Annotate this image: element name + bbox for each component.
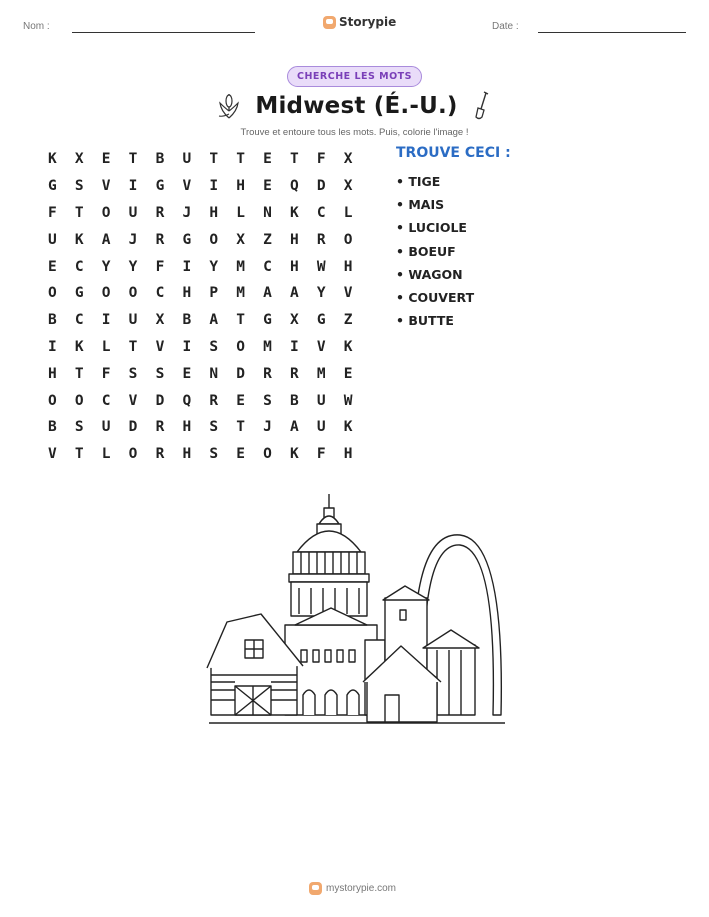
grid-letter[interactable]: O	[101, 285, 111, 302]
grid-row	[48, 414, 371, 441]
grid-letter[interactable]: E	[343, 365, 353, 382]
grid-letter[interactable]: R	[316, 231, 326, 248]
grid-letter[interactable]: E	[101, 151, 111, 168]
grid-letter[interactable]: R	[290, 365, 299, 382]
grid-letter[interactable]: W	[343, 392, 353, 409]
grid-letter[interactable]: Y	[316, 285, 326, 302]
grid-letter[interactable]: R	[155, 204, 165, 221]
grid-letter[interactable]: M	[236, 258, 245, 275]
grid-letter[interactable]: V	[48, 446, 57, 463]
grid-letter[interactable]: I	[182, 258, 192, 275]
grid-letter[interactable]: I	[101, 312, 111, 329]
grid-letter[interactable]: O	[128, 446, 138, 463]
grid-letter[interactable]: E	[182, 365, 192, 382]
grid-letter[interactable]: Y	[128, 258, 138, 275]
grid-letter[interactable]: C	[74, 312, 84, 329]
grid-letter[interactable]: S	[128, 365, 138, 382]
grid-letter[interactable]: U	[316, 419, 326, 436]
grid-letter[interactable]: D	[128, 419, 138, 436]
grid-letter[interactable]: G	[263, 312, 272, 329]
brand-logo	[323, 15, 396, 29]
grid-letter[interactable]: Q	[290, 178, 299, 195]
grid-row	[48, 360, 371, 387]
grid-letter[interactable]: K	[290, 204, 299, 221]
grid-letter[interactable]: Q	[182, 392, 192, 409]
grid-letter[interactable]: H	[290, 258, 299, 275]
word-list-items	[396, 170, 511, 332]
grid-letter[interactable]: L	[236, 204, 245, 221]
grid-letter[interactable]: C	[74, 258, 84, 275]
grid-letter[interactable]: B	[182, 312, 192, 329]
grid-row	[48, 307, 371, 334]
grid-letter[interactable]: F	[155, 258, 165, 275]
grid-letter[interactable]: F	[48, 204, 57, 221]
word-search-grid[interactable]	[48, 146, 371, 468]
grid-letter[interactable]: R	[263, 365, 272, 382]
grid-letter[interactable]: W	[316, 258, 326, 275]
grid-letter[interactable]: D	[236, 365, 245, 382]
instructions: Trouve et entoure tous les mots. Puis, colorie l'image !	[240, 127, 469, 138]
grid-letter[interactable]: A	[290, 285, 299, 302]
grid-letter[interactable]: C	[155, 285, 165, 302]
grid-letter[interactable]: S	[209, 419, 219, 436]
illustration-midwest-landmarks	[205, 490, 510, 730]
grid-letter[interactable]: Z	[263, 231, 272, 248]
grid-letter[interactable]: U	[316, 392, 326, 409]
word-list-item: • WAGON	[396, 266, 463, 282]
grid-letter[interactable]: K	[74, 231, 84, 248]
grid-row	[48, 146, 371, 173]
grid-letter[interactable]: O	[48, 285, 57, 302]
grid-letter[interactable]: G	[155, 178, 165, 195]
grid-letter[interactable]: H	[290, 231, 299, 248]
name-field[interactable]	[72, 32, 255, 33]
grid-letter[interactable]: N	[263, 204, 272, 221]
grid-letter[interactable]: I	[48, 338, 57, 355]
grid-letter[interactable]: L	[101, 446, 111, 463]
grid-row	[48, 253, 371, 280]
brand-name: Storypie	[339, 15, 397, 29]
grid-letter[interactable]: S	[209, 338, 219, 355]
grid-letter[interactable]: J	[263, 419, 272, 436]
grid-letter[interactable]: C	[101, 392, 111, 409]
grid-letter[interactable]: H	[182, 419, 192, 436]
grid-letter[interactable]: T	[236, 312, 245, 329]
grid-row	[48, 173, 371, 200]
grid-letter[interactable]: V	[155, 338, 165, 355]
footer	[309, 882, 396, 895]
grid-letter[interactable]: O	[236, 338, 245, 355]
grid-letter[interactable]: M	[316, 365, 326, 382]
grid-letter[interactable]: B	[290, 392, 299, 409]
grid-letter[interactable]: H	[236, 178, 245, 195]
grid-letter[interactable]: H	[209, 204, 219, 221]
grid-letter[interactable]: G	[48, 178, 57, 195]
grid-letter[interactable]: X	[343, 178, 353, 195]
grid-letter[interactable]: H	[343, 446, 353, 463]
grid-letter[interactable]: O	[101, 204, 111, 221]
grid-letter[interactable]: F	[316, 446, 326, 463]
grid-letter[interactable]: I	[182, 338, 192, 355]
grid-letter[interactable]: E	[236, 446, 245, 463]
grid-letter[interactable]: L	[343, 204, 353, 221]
grid-letter[interactable]: J	[128, 231, 138, 248]
grid-letter[interactable]: X	[155, 312, 165, 329]
footer-url[interactable]: mystorypie.com	[326, 883, 397, 894]
grid-letter[interactable]: T	[290, 151, 299, 168]
grid-letter[interactable]: T	[74, 446, 84, 463]
grid-letter[interactable]: Y	[101, 258, 111, 275]
grid-letter[interactable]: D	[155, 392, 165, 409]
grid-letter[interactable]: U	[182, 151, 192, 168]
grid-letter[interactable]: V	[182, 178, 192, 195]
grid-letter[interactable]: M	[236, 285, 245, 302]
grid-letter[interactable]: K	[290, 446, 299, 463]
grid-row	[48, 334, 371, 361]
grid-letter[interactable]: T	[209, 151, 219, 168]
grid-letter[interactable]: A	[263, 285, 272, 302]
word-list-heading: TROUVE CECI :	[396, 145, 511, 161]
grid-letter[interactable]: V	[128, 392, 138, 409]
grid-letter[interactable]: S	[209, 446, 219, 463]
grid-letter[interactable]: R	[209, 392, 219, 409]
grid-letter[interactable]: V	[343, 285, 353, 302]
grid-letter[interactable]: K	[343, 338, 353, 355]
grid-letter[interactable]: Z	[343, 312, 353, 329]
badge-wrap	[0, 66, 709, 87]
grid-letter[interactable]: K	[74, 338, 84, 355]
grid-letter[interactable]: G	[182, 231, 192, 248]
grid-letter[interactable]: E	[236, 392, 245, 409]
title-row	[0, 91, 709, 121]
grid-letter[interactable]: O	[48, 392, 57, 409]
word-list-item: • COUVERT	[396, 289, 475, 305]
grid-letter[interactable]: T	[236, 151, 245, 168]
grid-letter[interactable]: O	[263, 446, 272, 463]
grid-letter[interactable]: F	[101, 365, 111, 382]
grid-letter[interactable]: H	[182, 285, 192, 302]
grid-row	[48, 441, 371, 468]
grid-letter[interactable]: M	[263, 338, 272, 355]
grid-letter[interactable]: S	[263, 392, 272, 409]
word-list-item: • MAIS	[396, 197, 445, 213]
word-list-item: • BUTTE	[396, 313, 454, 329]
grid-letter[interactable]: E	[48, 258, 57, 275]
page-title: Midwest (É.-U.)	[255, 93, 458, 119]
grid-letter[interactable]: L	[101, 338, 111, 355]
grid-letter[interactable]: R	[155, 419, 165, 436]
grid-letter[interactable]: B	[155, 151, 165, 168]
grid-letter[interactable]: T	[74, 204, 84, 221]
grid-letter[interactable]: S	[155, 365, 165, 382]
grid-letter[interactable]: X	[74, 151, 84, 168]
date-label: Date :	[492, 21, 519, 32]
grid-letter[interactable]: O	[343, 231, 353, 248]
grid-letter[interactable]: O	[128, 285, 138, 302]
category-badge: CHERCHE LES MOTS	[287, 66, 422, 87]
grid-letter[interactable]: V	[101, 178, 111, 195]
grid-letter[interactable]: D	[316, 178, 326, 195]
name-label: Nom :	[23, 21, 50, 32]
grid-letter[interactable]: O	[209, 231, 219, 248]
storypie-logo-icon	[323, 16, 336, 29]
grid-letter[interactable]: H	[48, 365, 57, 382]
grid-letter[interactable]: C	[263, 258, 272, 275]
grid-row	[48, 280, 371, 307]
grid-letter[interactable]: S	[74, 419, 84, 436]
grid-letter[interactable]: O	[74, 392, 84, 409]
storypie-logo-icon	[309, 882, 322, 895]
grid-letter[interactable]: G	[316, 312, 326, 329]
grid-letter[interactable]: U	[101, 419, 111, 436]
grid-letter[interactable]: H	[343, 258, 353, 275]
grid-letter[interactable]: X	[236, 231, 245, 248]
grid-letter[interactable]: J	[182, 204, 192, 221]
grid-letter[interactable]: V	[316, 338, 326, 355]
grid-letter[interactable]: B	[48, 419, 57, 436]
grid-letter[interactable]: I	[290, 338, 299, 355]
grid-letter[interactable]: A	[209, 312, 219, 329]
grid-letter[interactable]: A	[290, 419, 299, 436]
grid-letter[interactable]: T	[236, 419, 245, 436]
grid-letter[interactable]: K	[343, 419, 353, 436]
grid-letter[interactable]: X	[343, 151, 353, 168]
grid-letter[interactable]: T	[128, 151, 138, 168]
grid-letter[interactable]: A	[101, 231, 111, 248]
grid-row	[48, 387, 371, 414]
grid-letter[interactable]: U	[128, 204, 138, 221]
grid-letter[interactable]: U	[48, 231, 57, 248]
word-list-item: • BOEUF	[396, 243, 456, 259]
grid-letter[interactable]: B	[48, 312, 57, 329]
grid-letter[interactable]: U	[128, 312, 138, 329]
grid-letter[interactable]: S	[74, 178, 84, 195]
grid-letter[interactable]: Y	[209, 258, 219, 275]
grid-letter[interactable]: I	[209, 178, 219, 195]
date-field[interactable]	[538, 32, 686, 33]
grid-letter[interactable]: T	[128, 338, 138, 355]
grid-letter[interactable]: K	[48, 151, 57, 168]
word-list	[396, 145, 511, 332]
grid-letter[interactable]: C	[316, 204, 326, 221]
grid-letter[interactable]: R	[155, 446, 165, 463]
grid-letter[interactable]: N	[209, 365, 219, 382]
word-list-item: • TIGE	[396, 174, 441, 189]
grid-row	[48, 226, 371, 253]
grid-letter[interactable]: E	[263, 151, 272, 168]
grid-letter[interactable]: F	[316, 151, 326, 168]
grid-letter[interactable]: H	[182, 446, 192, 463]
grid-letter[interactable]: I	[128, 178, 138, 195]
word-list-item: • LUCIOLE	[396, 220, 467, 236]
grid-letter[interactable]: R	[155, 231, 165, 248]
grid-letter[interactable]: T	[74, 365, 84, 382]
grid-letter[interactable]: P	[209, 285, 219, 302]
grid-letter[interactable]: E	[263, 178, 272, 195]
corn-icon	[217, 91, 241, 121]
grid-letter[interactable]: X	[290, 312, 299, 329]
grid-row	[48, 200, 371, 227]
shovel-icon	[472, 91, 492, 121]
grid-letter[interactable]: G	[74, 285, 84, 302]
